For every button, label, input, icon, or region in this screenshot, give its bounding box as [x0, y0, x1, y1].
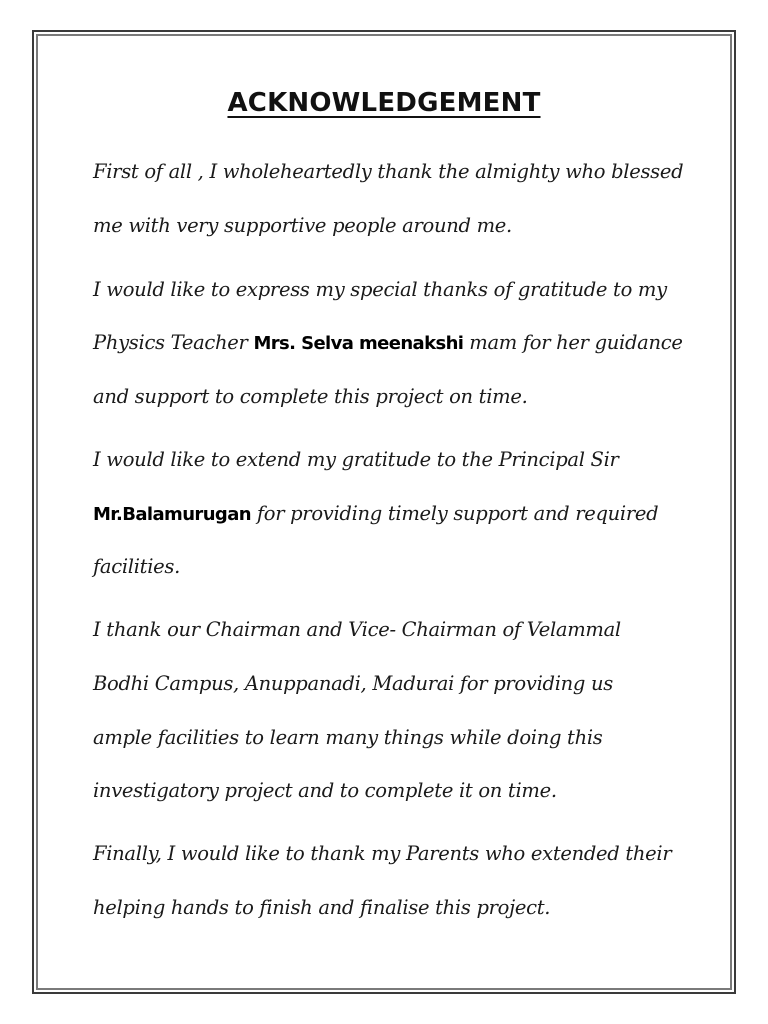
paragraph-2-line-2-prefix: Physics Teacher — [93, 331, 254, 354]
paragraph-2-line-2 — [93, 331, 683, 354]
paragraph-4-line-3: ample facilities to learn many things while doing this — [93, 726, 603, 749]
paragraph-3-line-1: I would like to extend my gratitude to the Principal Sir — [93, 448, 619, 471]
page-title — [0, 88, 768, 118]
paragraph-4-line-1: I thank our Chairman and Vice- Chairman of Velammal — [93, 618, 621, 641]
paragraph-2-line-3: and support to complete this project on time. — [93, 385, 528, 408]
title-text: ACKNOWLEDGEMENT — [227, 88, 541, 118]
paragraph-5-line-1: Finally, I would like to thank my Parents who extended their — [93, 842, 672, 865]
paragraph-5-line-2: helping hands to finish and finalise this project. — [93, 896, 551, 919]
paragraph-2-line-1: I would like to express my special thanks of gratitude to my — [93, 278, 667, 301]
paragraph-1-line-1: First of all , I wholeheartedly thank the almighty who blessed — [93, 160, 684, 183]
paragraph-3-line-2-suffix: for providing timely support and required — [250, 502, 659, 525]
paragraph-3-line-2 — [93, 502, 658, 525]
teacher-name: Mrs. Selva meenakshi — [253, 333, 464, 354]
paragraph-2-line-2-suffix: mam for her guidance — [463, 331, 683, 354]
paragraph-4-line-2: Bodhi Campus, Anuppanadi, Madurai for providing us — [93, 672, 613, 695]
principal-name: Mr.Balamurugan — [93, 504, 251, 525]
paragraph-3-line-3: facilities. — [93, 555, 180, 578]
paragraph-1-line-2: me with very supportive people around me. — [93, 214, 512, 237]
paragraph-4-line-4: investigatory project and to complete it on time. — [93, 779, 557, 802]
